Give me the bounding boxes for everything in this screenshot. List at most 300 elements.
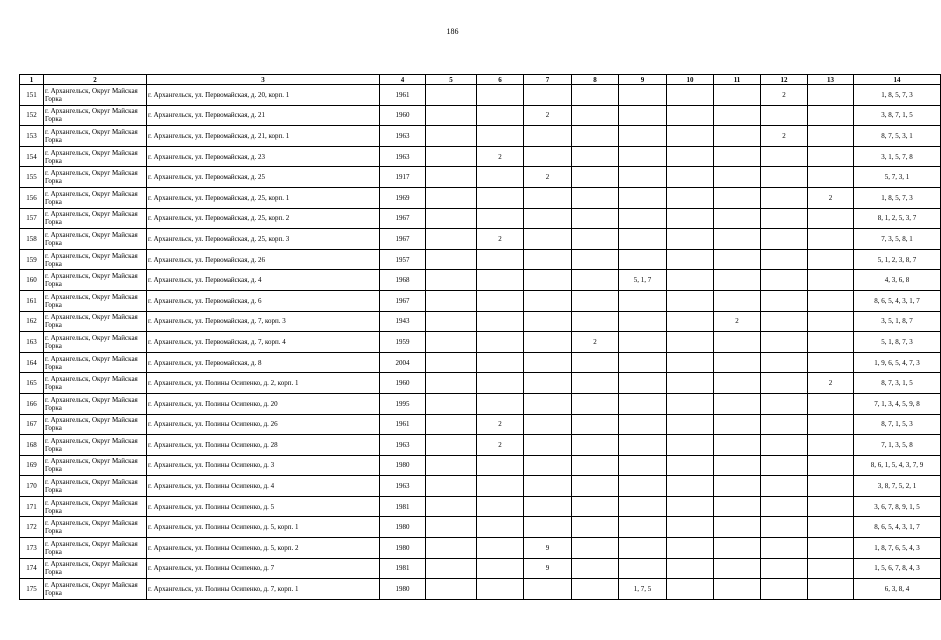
col6-cell — [477, 496, 524, 517]
row-number: 155 — [20, 167, 44, 188]
col12-cell — [761, 270, 808, 291]
col6-cell: 2 — [477, 414, 524, 435]
col11-cell — [714, 455, 761, 476]
col11-cell — [714, 538, 761, 559]
column-header-9: 9 — [619, 75, 667, 85]
col14-cell: 8, 7, 1, 5, 3 — [854, 414, 941, 435]
col12-cell: 2 — [761, 126, 808, 147]
table-row — [20, 126, 941, 147]
year-cell: 1980 — [380, 538, 426, 559]
address-cell: г. Архангельск, ул. Полины Осипенко, д. 7, корп. 1 — [147, 579, 380, 600]
address-cell: г. Архангельск, ул. Первомайская, д. 25 — [147, 167, 380, 188]
col12-cell — [761, 229, 808, 250]
col12-cell — [761, 373, 808, 394]
col8-cell — [572, 167, 619, 188]
table-row — [20, 496, 941, 517]
col13-cell: 2 — [808, 187, 854, 208]
address-cell: г. Архангельск, ул. Полины Осипенко, д. 2, корп. 1 — [147, 373, 380, 394]
col7-cell — [524, 496, 572, 517]
col10-cell — [667, 270, 714, 291]
col14-cell: 1, 8, 5, 7, 3 — [854, 85, 941, 106]
address-cell: г. Архангельск, ул. Первомайская, д. 20, корп. 1 — [147, 85, 380, 106]
col5-cell — [426, 517, 477, 538]
col14-cell: 3, 6, 7, 8, 9, 1, 5 — [854, 496, 941, 517]
col5-cell — [426, 373, 477, 394]
district-cell: г. Архангельск, Округ Майская Горка — [44, 290, 147, 311]
col6-cell — [477, 290, 524, 311]
col5-cell — [426, 126, 477, 147]
col13-cell — [808, 352, 854, 373]
year-cell: 1960 — [380, 105, 426, 126]
row-number: 161 — [20, 290, 44, 311]
column-header-8: 8 — [572, 75, 619, 85]
column-header-1: 1 — [20, 75, 44, 85]
col12-cell — [761, 352, 808, 373]
col12-cell — [761, 455, 808, 476]
year-cell: 1963 — [380, 146, 426, 167]
col8-cell — [572, 414, 619, 435]
table-row — [20, 517, 941, 538]
col8-cell — [572, 208, 619, 229]
col5-cell — [426, 538, 477, 559]
district-cell: г. Архангельск, Округ Майская Горка — [44, 435, 147, 456]
col8-cell — [572, 558, 619, 579]
column-header-11: 11 — [714, 75, 761, 85]
col12-cell — [761, 208, 808, 229]
col5-cell — [426, 187, 477, 208]
col7-cell — [524, 208, 572, 229]
col10-cell — [667, 517, 714, 538]
col6-cell — [477, 167, 524, 188]
col11-cell — [714, 517, 761, 538]
col14-cell: 5, 1, 8, 7, 3 — [854, 332, 941, 353]
col13-cell — [808, 476, 854, 497]
col11-cell — [714, 146, 761, 167]
year-cell: 1995 — [380, 393, 426, 414]
year-cell: 1960 — [380, 373, 426, 394]
year-cell: 1981 — [380, 496, 426, 517]
col11-cell — [714, 187, 761, 208]
address-cell: г. Архангельск, ул. Первомайская, д. 6 — [147, 290, 380, 311]
table-row — [20, 85, 941, 106]
col12-cell — [761, 167, 808, 188]
col12-cell — [761, 414, 808, 435]
col11-cell — [714, 414, 761, 435]
col13-cell — [808, 208, 854, 229]
col6-cell — [477, 455, 524, 476]
col9-cell — [619, 517, 667, 538]
col9-cell — [619, 538, 667, 559]
row-number: 172 — [20, 517, 44, 538]
col13-cell — [808, 85, 854, 106]
col5-cell — [426, 352, 477, 373]
col11-cell — [714, 373, 761, 394]
col7-cell — [524, 126, 572, 147]
col12-cell — [761, 146, 808, 167]
col10-cell — [667, 229, 714, 250]
col10-cell — [667, 290, 714, 311]
col7-cell: 2 — [524, 167, 572, 188]
address-cell: г. Архангельск, ул. Полины Осипенко, д. 5, корп. 1 — [147, 517, 380, 538]
col6-cell — [477, 270, 524, 291]
col8-cell — [572, 352, 619, 373]
col8-cell — [572, 229, 619, 250]
col8-cell — [572, 85, 619, 106]
col6-cell — [477, 311, 524, 332]
table-row — [20, 167, 941, 188]
col10-cell — [667, 311, 714, 332]
col9-cell — [619, 290, 667, 311]
col14-cell: 3, 8, 7, 5, 2, 1 — [854, 476, 941, 497]
col7-cell — [524, 414, 572, 435]
col6-cell — [477, 126, 524, 147]
address-cell: г. Архангельск, ул. Первомайская, д. 25, корп. 1 — [147, 187, 380, 208]
col6-cell — [477, 105, 524, 126]
row-number: 164 — [20, 352, 44, 373]
district-cell: г. Архангельск, Округ Майская Горка — [44, 558, 147, 579]
col7-cell: 9 — [524, 558, 572, 579]
address-cell: г. Архангельск, ул. Первомайская, д. 8 — [147, 352, 380, 373]
column-header-3: 3 — [147, 75, 380, 85]
district-cell: г. Архангельск, Округ Майская Горка — [44, 146, 147, 167]
col6-cell — [477, 579, 524, 600]
col12-cell — [761, 393, 808, 414]
col5-cell — [426, 105, 477, 126]
col8-cell — [572, 105, 619, 126]
col11-cell: 2 — [714, 311, 761, 332]
col10-cell — [667, 187, 714, 208]
row-number: 171 — [20, 496, 44, 517]
row-number: 151 — [20, 85, 44, 106]
col11-cell — [714, 393, 761, 414]
district-cell: г. Архангельск, Округ Майская Горка — [44, 208, 147, 229]
col11-cell — [714, 290, 761, 311]
col10-cell — [667, 85, 714, 106]
column-header-5: 5 — [426, 75, 477, 85]
col11-cell — [714, 579, 761, 600]
col12-cell — [761, 435, 808, 456]
col11-cell — [714, 270, 761, 291]
col10-cell — [667, 126, 714, 147]
col11-cell — [714, 167, 761, 188]
col6-cell: 2 — [477, 146, 524, 167]
year-cell: 2004 — [380, 352, 426, 373]
col6-cell — [477, 249, 524, 270]
col7-cell — [524, 373, 572, 394]
col13-cell — [808, 332, 854, 353]
district-cell: г. Архангельск, Округ Майская Горка — [44, 332, 147, 353]
col10-cell — [667, 105, 714, 126]
row-number: 174 — [20, 558, 44, 579]
col8-cell — [572, 476, 619, 497]
row-number: 157 — [20, 208, 44, 229]
table-row — [20, 187, 941, 208]
col13-cell — [808, 146, 854, 167]
col8-cell — [572, 249, 619, 270]
col9-cell — [619, 455, 667, 476]
address-cell: г. Архангельск, ул. Полины Осипенко, д. 4 — [147, 476, 380, 497]
year-cell: 1967 — [380, 208, 426, 229]
address-cell: г. Архангельск, ул. Полины Осипенко, д. 7 — [147, 558, 380, 579]
col8-cell — [572, 435, 619, 456]
row-number: 173 — [20, 538, 44, 559]
address-cell: г. Архангельск, ул. Полины Осипенко, д. 28 — [147, 435, 380, 456]
row-number: 165 — [20, 373, 44, 394]
district-cell: г. Архангельск, Округ Майская Горка — [44, 476, 147, 497]
col14-cell: 1, 8, 7, 6, 5, 4, 3 — [854, 538, 941, 559]
col9-cell — [619, 558, 667, 579]
row-number: 163 — [20, 332, 44, 353]
col14-cell: 8, 7, 3, 1, 5 — [854, 373, 941, 394]
address-cell: г. Архангельск, ул. Первомайская, д. 25, корп. 3 — [147, 229, 380, 250]
col8-cell — [572, 517, 619, 538]
column-header-12: 12 — [761, 75, 808, 85]
table-row — [20, 579, 941, 600]
col5-cell — [426, 558, 477, 579]
col13-cell — [808, 538, 854, 559]
col5-cell — [426, 496, 477, 517]
table-row — [20, 146, 941, 167]
column-header-6: 6 — [477, 75, 524, 85]
col12-cell — [761, 105, 808, 126]
col5-cell — [426, 146, 477, 167]
col6-cell — [477, 85, 524, 106]
district-cell: г. Архангельск, Округ Майская Горка — [44, 579, 147, 600]
col10-cell — [667, 393, 714, 414]
col14-cell: 8, 6, 5, 4, 3, 1, 7 — [854, 290, 941, 311]
col8-cell — [572, 290, 619, 311]
col5-cell — [426, 290, 477, 311]
col13-cell — [808, 435, 854, 456]
address-cell: г. Архангельск, ул. Полины Осипенко, д. 5 — [147, 496, 380, 517]
col5-cell — [426, 579, 477, 600]
address-cell: г. Архангельск, ул. Первомайская, д. 21, корп. 1 — [147, 126, 380, 147]
col8-cell: 2 — [572, 332, 619, 353]
year-cell: 1967 — [380, 229, 426, 250]
col9-cell — [619, 414, 667, 435]
col10-cell — [667, 208, 714, 229]
col10-cell — [667, 579, 714, 600]
col13-cell — [808, 311, 854, 332]
district-cell: г. Архангельск, Округ Майская Горка — [44, 455, 147, 476]
col13-cell — [808, 455, 854, 476]
col10-cell — [667, 476, 714, 497]
district-cell: г. Архангельск, Округ Майская Горка — [44, 85, 147, 106]
col9-cell — [619, 85, 667, 106]
col11-cell — [714, 352, 761, 373]
col7-cell — [524, 352, 572, 373]
col8-cell — [572, 538, 619, 559]
col14-cell: 3, 5, 1, 8, 7 — [854, 311, 941, 332]
address-cell: г. Архангельск, ул. Первомайская, д. 26 — [147, 249, 380, 270]
district-cell: г. Архангельск, Округ Майская Горка — [44, 167, 147, 188]
col14-cell: 8, 1, 2, 5, 3, 7 — [854, 208, 941, 229]
col9-cell — [619, 435, 667, 456]
col6-cell — [477, 393, 524, 414]
col5-cell — [426, 85, 477, 106]
col12-cell — [761, 579, 808, 600]
col7-cell — [524, 517, 572, 538]
col6-cell — [477, 558, 524, 579]
col9-cell — [619, 311, 667, 332]
col6-cell — [477, 538, 524, 559]
col11-cell — [714, 208, 761, 229]
row-number: 166 — [20, 393, 44, 414]
year-cell: 1981 — [380, 558, 426, 579]
col9-cell: 5, 1, 7 — [619, 270, 667, 291]
year-cell: 1961 — [380, 414, 426, 435]
col9-cell: 1, 7, 5 — [619, 579, 667, 600]
col13-cell — [808, 579, 854, 600]
col14-cell: 3, 8, 7, 1, 5 — [854, 105, 941, 126]
col7-cell — [524, 146, 572, 167]
row-number: 156 — [20, 187, 44, 208]
col9-cell — [619, 496, 667, 517]
col14-cell: 1, 9, 6, 5, 4, 7, 3 — [854, 352, 941, 373]
col8-cell — [572, 393, 619, 414]
col7-cell — [524, 290, 572, 311]
row-number: 162 — [20, 311, 44, 332]
table-row — [20, 208, 941, 229]
col7-cell — [524, 435, 572, 456]
address-cell: г. Архангельск, ул. Первомайская, д. 25, корп. 2 — [147, 208, 380, 229]
district-cell: г. Архангельск, Округ Майская Горка — [44, 126, 147, 147]
col9-cell — [619, 146, 667, 167]
table-row — [20, 270, 941, 291]
col11-cell — [714, 476, 761, 497]
col7-cell: 2 — [524, 105, 572, 126]
col9-cell — [619, 476, 667, 497]
table-row — [20, 290, 941, 311]
col6-cell — [477, 332, 524, 353]
col5-cell — [426, 311, 477, 332]
year-cell: 1968 — [380, 270, 426, 291]
address-cell: г. Архангельск, ул. Первомайская, д. 7, корп. 3 — [147, 311, 380, 332]
col12-cell — [761, 476, 808, 497]
col10-cell — [667, 435, 714, 456]
row-number: 159 — [20, 249, 44, 270]
col13-cell — [808, 393, 854, 414]
col13-cell — [808, 558, 854, 579]
col7-cell — [524, 249, 572, 270]
col6-cell — [477, 352, 524, 373]
district-cell: г. Архангельск, Округ Майская Горка — [44, 270, 147, 291]
table-row — [20, 229, 941, 250]
col8-cell — [572, 311, 619, 332]
col6-cell — [477, 187, 524, 208]
district-cell: г. Архангельск, Округ Майская Горка — [44, 229, 147, 250]
col14-cell: 8, 6, 1, 5, 4, 3, 7, 9 — [854, 455, 941, 476]
page-number: 186 — [446, 27, 459, 36]
col14-cell: 3, 1, 5, 7, 8 — [854, 146, 941, 167]
col10-cell — [667, 332, 714, 353]
col8-cell — [572, 455, 619, 476]
col13-cell: 2 — [808, 373, 854, 394]
column-header-7: 7 — [524, 75, 572, 85]
row-number: 169 — [20, 455, 44, 476]
year-cell: 1917 — [380, 167, 426, 188]
col11-cell — [714, 126, 761, 147]
col14-cell: 5, 7, 3, 1 — [854, 167, 941, 188]
year-cell: 1959 — [380, 332, 426, 353]
col13-cell — [808, 496, 854, 517]
table-body — [20, 85, 941, 600]
row-number: 168 — [20, 435, 44, 456]
col12-cell — [761, 290, 808, 311]
col14-cell: 6, 3, 8, 4 — [854, 579, 941, 600]
col7-cell — [524, 476, 572, 497]
col11-cell — [714, 85, 761, 106]
row-number: 152 — [20, 105, 44, 126]
table-row — [20, 414, 941, 435]
col13-cell — [808, 167, 854, 188]
col13-cell — [808, 229, 854, 250]
year-cell: 1963 — [380, 476, 426, 497]
col7-cell — [524, 579, 572, 600]
col11-cell — [714, 558, 761, 579]
col10-cell — [667, 538, 714, 559]
column-header-2: 2 — [44, 75, 147, 85]
district-cell: г. Архангельск, Округ Майская Горка — [44, 496, 147, 517]
col10-cell — [667, 414, 714, 435]
col12-cell — [761, 187, 808, 208]
table-row — [20, 558, 941, 579]
table-row — [20, 393, 941, 414]
col7-cell — [524, 455, 572, 476]
district-cell: г. Архангельск, Округ Майская Горка — [44, 393, 147, 414]
col9-cell — [619, 167, 667, 188]
year-cell: 1963 — [380, 435, 426, 456]
col9-cell — [619, 229, 667, 250]
header-row — [20, 75, 941, 85]
col5-cell — [426, 393, 477, 414]
buildings-table — [19, 74, 941, 600]
col14-cell: 7, 1, 3, 5, 8 — [854, 435, 941, 456]
col8-cell — [572, 270, 619, 291]
col6-cell — [477, 208, 524, 229]
address-cell: г. Архангельск, ул. Первомайская, д. 7, корп. 4 — [147, 332, 380, 353]
column-header-14: 14 — [854, 75, 941, 85]
year-cell: 1957 — [380, 249, 426, 270]
col10-cell — [667, 496, 714, 517]
col12-cell — [761, 558, 808, 579]
col14-cell: 5, 1, 2, 3, 8, 7 — [854, 249, 941, 270]
col11-cell — [714, 249, 761, 270]
col14-cell: 1, 8, 5, 7, 3 — [854, 187, 941, 208]
row-number: 170 — [20, 476, 44, 497]
col7-cell — [524, 393, 572, 414]
col12-cell — [761, 249, 808, 270]
col5-cell — [426, 167, 477, 188]
col13-cell — [808, 105, 854, 126]
col12-cell — [761, 538, 808, 559]
col14-cell: 8, 7, 5, 3, 1 — [854, 126, 941, 147]
col5-cell — [426, 270, 477, 291]
col6-cell: 2 — [477, 435, 524, 456]
table-row — [20, 435, 941, 456]
year-cell: 1961 — [380, 85, 426, 106]
address-cell: г. Архангельск, ул. Полины Осипенко, д. 20 — [147, 393, 380, 414]
district-cell: г. Архангельск, Округ Майская Горка — [44, 373, 147, 394]
address-cell: г. Архангельск, ул. Полины Осипенко, д. 26 — [147, 414, 380, 435]
col11-cell — [714, 435, 761, 456]
col13-cell — [808, 270, 854, 291]
col10-cell — [667, 373, 714, 394]
col6-cell: 2 — [477, 229, 524, 250]
col9-cell — [619, 393, 667, 414]
col12-cell — [761, 496, 808, 517]
col10-cell — [667, 352, 714, 373]
